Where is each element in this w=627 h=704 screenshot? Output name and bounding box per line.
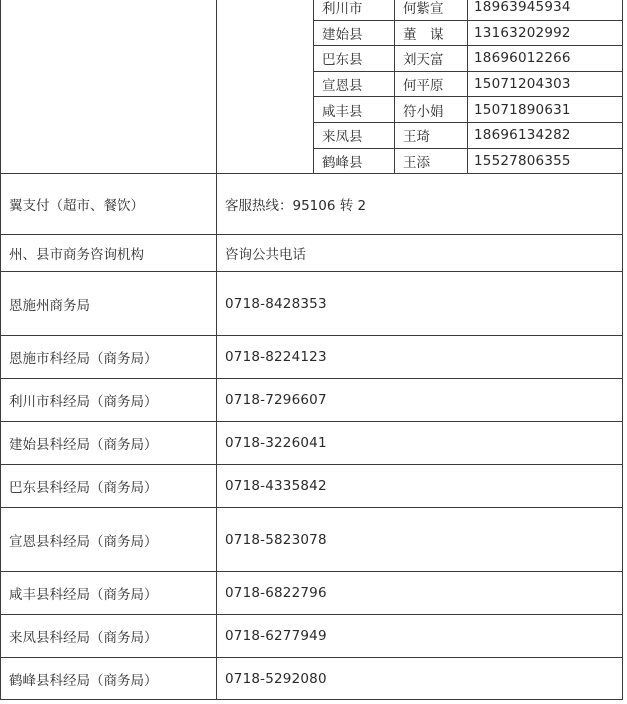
contact-name: 何紫宣 — [395, 0, 468, 20]
yipay-row — [1, 174, 623, 235]
county-name: 鹤峰县 — [314, 148, 395, 173]
contact-phone: 18963945934 — [468, 0, 623, 20]
agency-header-label: 州、县市商务咨询机构 — [1, 235, 217, 272]
table-row — [1, 336, 623, 379]
empty-subcell — [217, 0, 314, 173]
county-name: 来凤县 — [314, 122, 395, 148]
agency-name: 鹤峰县科经局（商务局） — [1, 658, 217, 700]
empty-left-cell — [1, 0, 217, 174]
agency-name: 利川市科经局（商务局） — [1, 379, 217, 422]
contact-phone: 13163202992 — [468, 20, 623, 46]
agency-name: 恩施市科经局（商务局） — [1, 336, 217, 379]
agency-name: 来凤县科经局（商务局） — [1, 615, 217, 658]
agency-phone: 0718-4335842 — [217, 465, 623, 508]
agency-phone: 0718-5292080 — [217, 658, 623, 700]
contact-name: 董 谋 — [395, 20, 468, 46]
agency-phone: 0718-5823078 — [217, 508, 623, 572]
agency-phone: 0718-3226041 — [217, 422, 623, 465]
table-row — [1, 658, 623, 700]
agency-phone: 0718-8224123 — [217, 336, 623, 379]
county-contacts-row — [1, 0, 623, 174]
contact-name: 王添 — [395, 148, 468, 173]
agency-name: 恩施州商务局 — [1, 272, 217, 336]
contact-name: 符小娟 — [395, 97, 468, 123]
table-row — [1, 379, 623, 422]
agency-name: 建始县科经局（商务局） — [1, 422, 217, 465]
county-contacts-table — [217, 0, 622, 173]
agency-phone: 0718-6822796 — [217, 572, 623, 615]
yipay-label: 翼支付（超市、餐饮） — [1, 174, 217, 235]
contact-phone: 15527806355 — [468, 148, 623, 173]
agency-phone: 0718-7296607 — [217, 379, 623, 422]
county-name: 宣恩县 — [314, 71, 395, 97]
contact-phone: 18696134282 — [468, 122, 623, 148]
table-row — [1, 615, 623, 658]
agency-name: 宣恩县科经局（商务局） — [1, 508, 217, 572]
contact-phone: 15071890631 — [468, 97, 623, 123]
county-name: 咸丰县 — [314, 97, 395, 123]
table-row — [1, 572, 623, 615]
table-row — [1, 508, 623, 572]
contact-name: 刘天富 — [395, 46, 468, 72]
county-name: 建始县 — [314, 20, 395, 46]
county-name: 巴东县 — [314, 46, 395, 72]
county-name: 利川市 — [314, 0, 395, 20]
contact-phone: 15071204303 — [468, 71, 623, 97]
table-row — [1, 272, 623, 336]
agency-name: 巴东县科经局（商务局） — [1, 465, 217, 508]
yipay-hotline: 客服热线：95106 转 2 — [217, 174, 623, 235]
table-row — [1, 422, 623, 465]
agency-phone: 0718-8428353 — [217, 272, 623, 336]
table-row — [217, 0, 622, 20]
agency-phone: 0718-6277949 — [217, 615, 623, 658]
contact-name: 王琦 — [395, 122, 468, 148]
agency-header-row — [1, 235, 623, 272]
contact-phone: 18696012266 — [468, 46, 623, 72]
phone-header-label: 咨询公共电话 — [217, 235, 623, 272]
county-contacts-cell — [217, 0, 623, 174]
table-row — [1, 465, 623, 508]
agency-name: 咸丰县科经局（商务局） — [1, 572, 217, 615]
contact-name: 何平原 — [395, 71, 468, 97]
